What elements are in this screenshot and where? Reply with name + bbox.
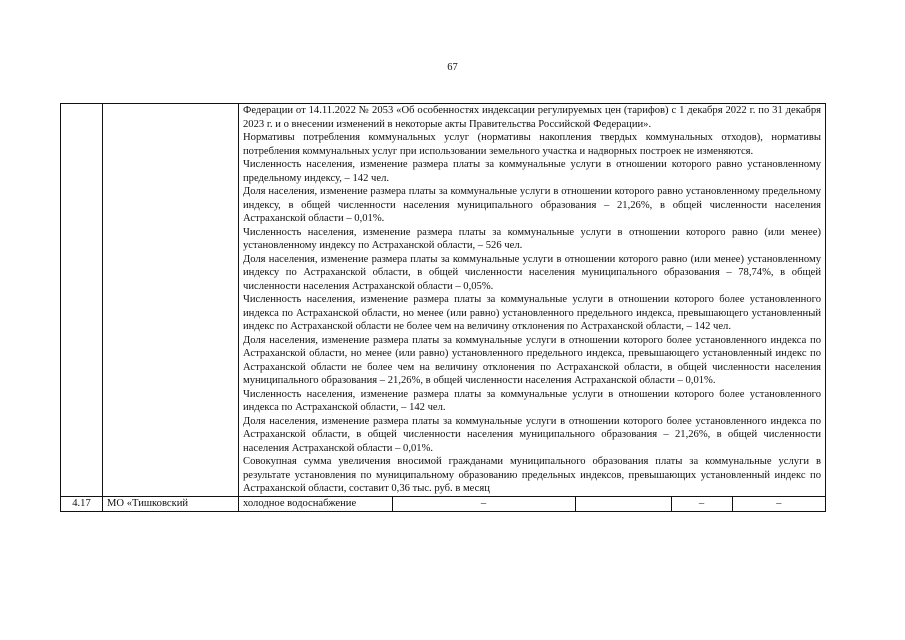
value-cell: – [732,497,825,511]
service-subtable [239,497,825,511]
service-name: холодное водоснабжение [243,497,357,509]
value-cell [575,497,671,511]
paragraph: Доля населения, изменение размера платы за коммунальные услуги в отношении которого равно (или менее) установленному индексу по Астраханской области, в общей численности населения муниципального образования – 78,74%, в общей численности населения Астраханской области – 0,05%. [243,253,821,292]
service-cell [239,496,826,511]
row-number: 4.17 [61,496,103,511]
content-cell [239,104,826,497]
paragraph: Федерации от 14.11.2022 № 2053 «Об особенностях индексации регулируемых цен (тарифов) с 1 декабря 2022 г. по 31 декабря 2023 г. и о внесении изменений в некоторые акты Правительства Российской Федерации». [243,105,821,130]
table-row [61,104,826,497]
paragraph: Численность населения, изменение размера платы за коммунальные услуги в отношении которого равно (или менее) установленному индексу по Астраханской области, – 526 чел. [243,226,821,251]
paragraph: Численность населения, изменение размера платы за коммунальные услуги в отношении которого равно установленному предельному индексу, – 142 чел. [243,159,821,184]
row-number-cell [61,104,103,497]
municipality-name: МО «Тишковский [103,496,239,511]
paragraph: Доля населения, изменение размера платы за коммунальные услуги в отношении которого равно установленному предельному индексу, в общей численности населения муниципального образования – 21,26%, в общей численности населения Астраханской области – 0,01%. [243,186,821,224]
tariff-table [60,103,826,512]
value-cell: – [671,497,732,511]
paragraph: Численность населения, изменение размера платы за коммунальные услуги в отношении которого более установленного индекса по Астраханской области, но менее (или равно) установленного предельного индекса, превышающего установленный индекс по Астраханской области не более чем на величину отклонения по Астраханской области, – 142 чел. [243,294,821,332]
municipality-cell [103,104,239,497]
paragraph: Доля населения, изменение размера платы за коммунальные услуги в отношении которого более установленного индекса по Астраханской области, в общей численности населения муниципального образования – 21,26%, в общей численности населения Астраханской области – 0,01%. [243,415,821,454]
page-number: 67 [447,62,458,73]
table-row [61,496,826,511]
paragraph: Численность населения, изменение размера платы за коммунальные услуги в отношении которого более установленного индекса по Астраханской области, – 142 чел. [243,388,821,413]
paragraph: Совокупная сумма увеличения вносимой гражданами муниципального образования платы за коммунальные услуги в результате установления по муниципальному образованию предельных индексов, превышающих установленный индекс по Астраханской области, составит 0,36 тыс. руб. в месяц [243,456,821,494]
paragraph: Нормативы потребления коммунальных услуг (нормативы накопления твердых коммунальных отходов), нормативы потребления коммунальных услуг при использовании земельного участка и надворных построек не изменяются. [243,132,821,157]
value-cell: – [392,497,575,511]
paragraph: Доля населения, изменение размера платы за коммунальные услуги в отношении которого более установленного индекса по Астраханской области, но менее (или равно) установленного предельного индекса, превышающего установленный индекс по Астраханской области не более чем на величину отклонения по Астраханской области, в общей численности населения муниципального образования – 21,26%, в общей численности населения Астраханской области – 0,01%. [243,334,821,386]
